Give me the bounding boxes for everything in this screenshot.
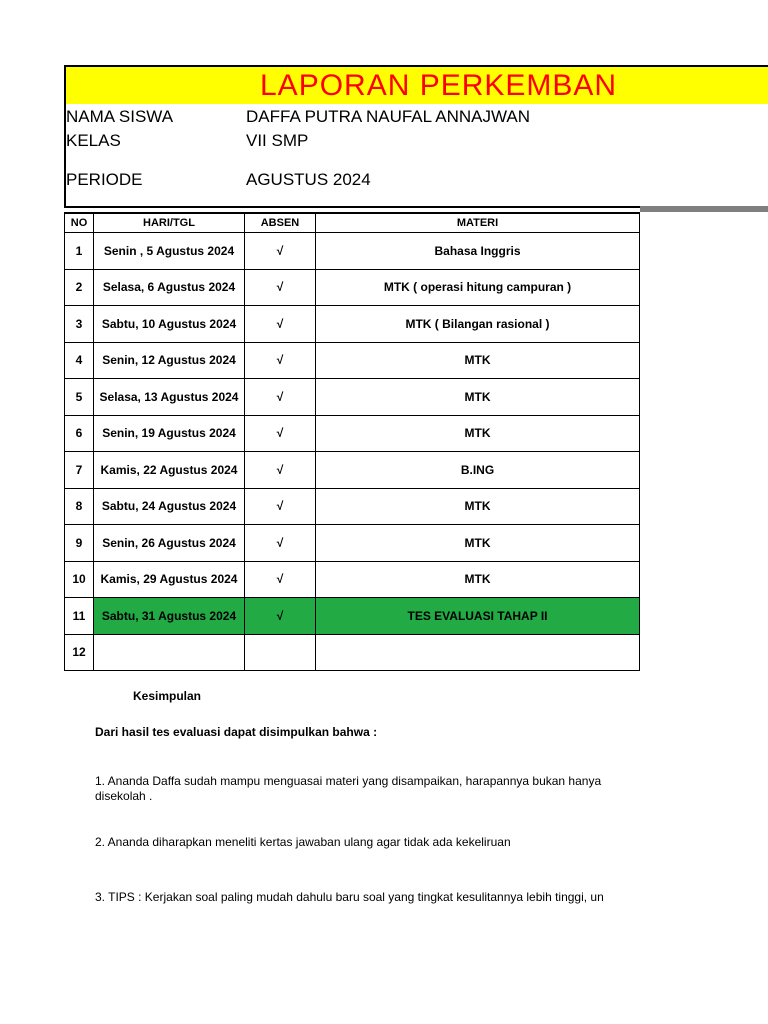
cell-absen: √ (245, 306, 316, 343)
student-info (64, 104, 640, 208)
cell-absen (245, 634, 316, 671)
table-row (65, 452, 640, 489)
cell-date (94, 634, 245, 671)
conclusion-point-3: 3. TIPS : Kerjakan soal paling mudah dahulu baru soal yang tingkat kesulitannya lebih tinggi, un (95, 890, 604, 904)
period-label: PERIODE (66, 170, 143, 189)
cell-date: Kamis, 29 Agustus 2024 (94, 561, 245, 598)
column-header-materi: MATERI (316, 213, 640, 233)
cell-no: 5 (65, 379, 94, 416)
conclusion-point-2: 2. Ananda diharapkan meneliti kertas jawaban ulang agar tidak ada kekeliruan (95, 835, 511, 849)
conclusion-point-1-line-2: disekolah . (95, 789, 153, 803)
report-title-bar (64, 65, 768, 104)
conclusion-intro: Dari hasil tes evaluasi dapat disimpulkan bahwa : (95, 725, 378, 739)
cell-absen: √ (245, 233, 316, 270)
name-label: NAMA SISWA (66, 107, 174, 126)
divider-bar (640, 206, 768, 212)
cell-no: 11 (65, 598, 94, 635)
cell-date: Sabtu, 10 Agustus 2024 (94, 306, 245, 343)
cell-materi: B.ING (316, 452, 640, 489)
column-header-absen: ABSEN (245, 213, 316, 233)
cell-no: 12 (65, 634, 94, 671)
cell-date: Sabtu, 31 Agustus 2024 (94, 598, 245, 635)
cell-date: Selasa, 6 Agustus 2024 (94, 269, 245, 306)
cell-no: 8 (65, 488, 94, 525)
table-row (65, 342, 640, 379)
cell-no: 2 (65, 269, 94, 306)
name-value: DAFFA PUTRA NAUFAL ANNAJWAN (246, 107, 531, 126)
cell-absen: √ (245, 525, 316, 562)
cell-absen: √ (245, 379, 316, 416)
cell-materi: MTK ( operasi hitung campuran ) (316, 269, 640, 306)
cell-materi: MTK (316, 561, 640, 598)
cell-absen: √ (245, 342, 316, 379)
report-title: LAPORAN PERKEMBAN (260, 69, 618, 102)
cell-date: Sabtu, 24 Agustus 2024 (94, 488, 245, 525)
table-row (65, 561, 640, 598)
cell-absen: √ (245, 415, 316, 452)
cell-materi: Bahasa Inggris (316, 233, 640, 270)
column-header-date: HARI/TGL (94, 213, 245, 233)
column-header-no: NO (65, 213, 94, 233)
class-label: KELAS (66, 131, 121, 150)
table-row (65, 488, 640, 525)
table-row (65, 233, 640, 270)
cell-date: Senin, 19 Agustus 2024 (94, 415, 245, 452)
cell-absen: √ (245, 269, 316, 306)
cell-materi: MTK (316, 525, 640, 562)
cell-materi: MTK (316, 342, 640, 379)
conclusion-point-1-line-1: 1. Ananda Daffa sudah mampu menguasai materi yang disampaikan, harapannya bukan hanya (95, 774, 602, 788)
table-row (65, 379, 640, 416)
table-row (65, 634, 640, 671)
cell-materi: MTK (316, 415, 640, 452)
table-row (65, 415, 640, 452)
cell-date: Senin , 5 Agustus 2024 (94, 233, 245, 270)
cell-no: 10 (65, 561, 94, 598)
cell-no: 6 (65, 415, 94, 452)
period-value: AGUSTUS 2024 (246, 170, 371, 189)
cell-no: 4 (65, 342, 94, 379)
cell-materi: MTK ( Bilangan rasional ) (316, 306, 640, 343)
cell-absen: √ (245, 452, 316, 489)
cell-date: Selasa, 13 Agustus 2024 (94, 379, 245, 416)
cell-absen: √ (245, 561, 316, 598)
cell-no: 3 (65, 306, 94, 343)
cell-no: 7 (65, 452, 94, 489)
class-value: VII SMP (246, 131, 309, 150)
table-row (65, 269, 640, 306)
cell-materi: MTK (316, 379, 640, 416)
cell-absen: √ (245, 488, 316, 525)
cell-date: Senin, 12 Agustus 2024 (94, 342, 245, 379)
cell-date: Senin, 26 Agustus 2024 (94, 525, 245, 562)
cell-materi (316, 634, 640, 671)
table-row (65, 598, 640, 635)
table-row (65, 525, 640, 562)
cell-no: 1 (65, 233, 94, 270)
attendance-table (64, 212, 640, 671)
cell-materi: TES EVALUASI TAHAP II (316, 598, 640, 635)
conclusion-heading: Kesimpulan (133, 689, 202, 703)
table-row (65, 306, 640, 343)
cell-date: Kamis, 22 Agustus 2024 (94, 452, 245, 489)
cell-absen: √ (245, 598, 316, 635)
cell-no: 9 (65, 525, 94, 562)
cell-materi: MTK (316, 488, 640, 525)
table-header-row (65, 213, 640, 233)
